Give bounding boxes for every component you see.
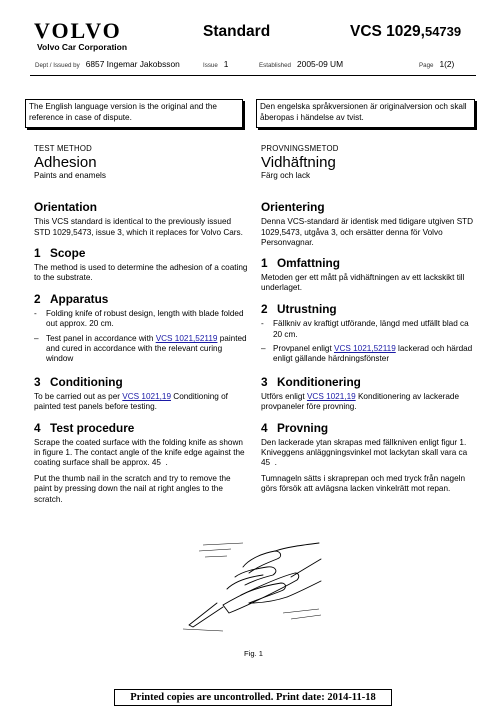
section-number: 4 [261,420,268,435]
english-column [34,144,249,505]
section-number: 1 [261,256,268,271]
apparatus-item-text: Test panel in accordance with [46,333,156,343]
established-label: Established [259,62,291,69]
vcs-link[interactable]: VCS 1021,19 [306,392,356,402]
established-field [259,59,343,69]
procedure-text-2: Tumnageln sätts i skraprepan och med tryck från nageln görs försök att avlägsna lacken vinkelrätt mot repan. [261,474,466,494]
section-title: Omfattning [277,256,340,271]
section-number: 3 [261,375,268,390]
procedure-heading [261,421,475,435]
conditioning-heading [34,375,249,389]
section-title: Apparatus [50,292,109,307]
page-label: Page [419,62,434,69]
dept-label: Dept / Issued by [35,62,80,69]
corporation-name: Volvo Car Corporation [37,42,128,52]
established-value: 2005-09 UM [297,59,344,69]
scope-heading [261,256,475,270]
vcs-link[interactable]: VCS 1021,19 [122,392,172,402]
section-number: 3 [34,375,41,390]
hand-knife-drawing [183,537,324,633]
issue-label: Issue [203,62,218,69]
print-notice-footer: Printed copies are uncontrolled. Print date: 2014-11-18 [114,689,392,706]
apparatus-item-text: painted and cured in accordance with the relevant curing window [46,333,247,364]
apparatus-item-panel: – Provpanel enligt VCS 1021,52119 lackerad och härdad enligt gällande härdningsfönster [261,343,473,364]
section-title: Utrustning [277,302,337,317]
knife-blade [189,603,223,627]
page-field [419,59,454,69]
section-title: Scope [50,245,86,260]
procedure-text-1: Den lackerade ytan skrapas med fällkniven enligt figur 1. Kniveggens anläggningsvinkel mot lackytan skall vara ca 45 . [261,437,468,468]
document-title: Vidhäftning [261,154,336,172]
procedure-heading [34,421,249,435]
issue-value: 1 [223,59,229,69]
apparatus-item-text: Folding knife of robust design, length with blade folded out approx. 20 cm. [46,309,244,329]
scope-heading [34,246,249,260]
scope-text: Metoden ger ett mått på vidhäftningen av ett lackskikt till underlaget. [261,273,465,293]
orientation-text: This VCS standard is identical to the previously issued STD 1029,5473, issue 3, which it replaces for Volvo Cars. [34,217,243,237]
document-subtitle: Paints and enamels [34,171,106,181]
standard-number [350,23,461,41]
section-number: 2 [34,292,41,307]
section-title: Konditionering [277,375,361,390]
notice-box-swedish: Den engelska språkversionen är originalversion och skall åberopas i händelse av tvist. [256,99,475,128]
conditioning-heading [261,375,475,389]
document-title: Adhesion [34,154,97,172]
section-title: Conditioning [50,375,123,390]
orientation-heading: Orientering [261,200,325,215]
section-number: 1 [34,245,41,260]
knife-handle [223,573,299,613]
vcs-link[interactable]: VCS 1021,52119 [334,343,396,353]
section-title: Provning [277,420,329,435]
section-number: 2 [261,302,268,317]
figure-caption: Fig. 1 [244,649,263,658]
scope-text: The method is used to determine the adhesion of a coating to the substrate. [34,262,248,283]
section-title: Test procedure [50,420,135,435]
notice-box-english: The English language version is the original and the reference in case of dispute. [25,99,243,128]
procedure-text-1: Scrape the coated surface with the folding knife as shown in figure 1. The contact angle of the knife edge against the coating surface shall be approx. 45 . [34,437,245,468]
vcs-link[interactable]: VCS 1021,52119 [155,333,218,343]
document-subtitle: Färg och lack [261,171,311,181]
apparatus-item-text: lackerad och härdad enligt gällande härdningsfönster [273,343,473,364]
method-label: PROVNINGSMETOD [261,144,339,153]
header-divider [30,75,476,76]
apparatus-item-knife: - Folding knife of robust design, length with blade folded out approx. 20 cm. [34,309,244,329]
apparatus-item-text: Fällkniv av kraftigt utförande, längd med utfällt blad ca 20 cm. [273,319,469,339]
apparatus-heading [34,292,249,306]
knife-scraping-illustration [183,537,324,633]
conditioning-text: Utförs enligt VCS 1021,19 Konditionering av lackerade provpaneler före provning. [261,392,460,412]
conditioning-text: To be carried out as per VCS 1021,19 Conditioning of painted test panels before testing. [34,392,228,412]
document-type: Standard [203,23,271,40]
orientation-text: Denna VCS-standard är identisk med tidigare utgiven STD 1029,5473, utgåva 3, och ersätter denna för Volvo Personvagnar. [261,217,474,247]
procedure-text-2: Put the thumb nail in the scratch and try to remove the paint by pressing down the nail at right angles to the scratch. [34,474,231,504]
section-number: 4 [34,420,41,435]
method-label: TEST METHOD [34,144,92,153]
dept-value: 6857 Ingemar Jakobsson [85,59,180,69]
dept-field [35,59,180,69]
standard-number-suffix: 54739 [424,24,462,39]
apparatus-item-knife: - Fällkniv av kraftigt utförande, längd med utfällt blad ca 20 cm. [261,319,469,339]
apparatus-heading [261,302,475,316]
issue-field [203,59,228,69]
page-value: 1(2) [439,59,455,69]
volvo-logo: VOLVO [34,18,122,43]
standard-number-main: VCS 1029, [350,23,425,40]
swedish-column [261,144,475,495]
orientation-heading: Orientation [34,200,97,215]
apparatus-item-panel: – Test panel in accordance with VCS 1021,52119 painted and cured in accordance with the relevant curing window [34,333,247,364]
apparatus-item-text: Provpanel enligt [273,343,334,353]
